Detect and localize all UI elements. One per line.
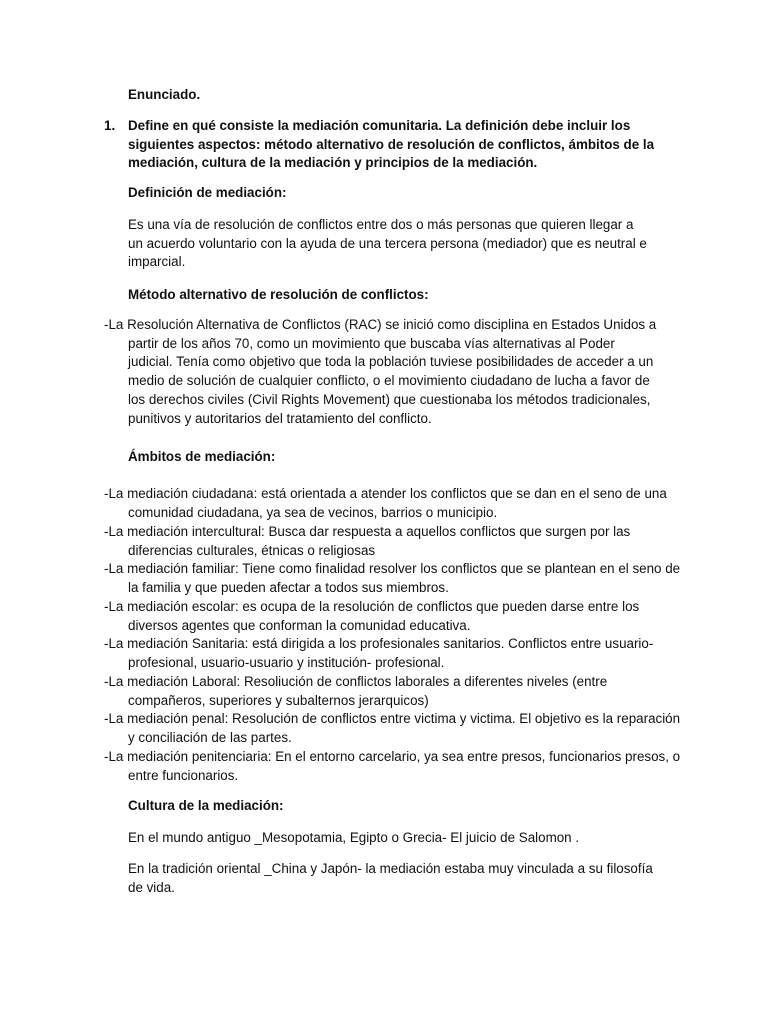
question-number: 1. [104, 118, 116, 133]
question-text: Define en qué consiste la mediación comunitaria. La definición debe incluir los siguientes aspectos: método alternativo de resolución de conflictos, ámbitos de la mediación, cultura de la mediación y principios de la mediación. [128, 118, 655, 171]
scope-item: -La mediación familiar: Tiene como finalidad resolver los conflictos que se plantean en el seno de la familia y que pueden afectar a todos sus miembros. [104, 561, 681, 595]
scope-item: -La mediación ciudadana: está orientada a atender los conflictos que se dan en el seno de una comunidad ciudadana, ya sea de vecinos, barrios o municipio. [104, 486, 667, 520]
scopes-title: Ámbitos de mediación: [128, 449, 276, 464]
scope-item: -La mediación Laboral: Resoliución de conflictos laborales a diferentes niveles (entre compañeros, superiores y subalternos jerarquicos) [104, 674, 608, 708]
culture-paragraph: En la tradición oriental _China y Japón- la mediación estaba muy vinculada a su filosofía de vida. [128, 861, 653, 895]
scope-item: -La mediación escolar: es ocupa de la resolución de conflictos que pueden darse entre los diversos agentes que conforman la comunidad educativa. [104, 599, 640, 633]
method-title: Método alternativo de resolución de conflictos: [128, 287, 429, 302]
scope-item: -La mediación intercultural: Busca dar respuesta a aquellos conflictos que surgen por las diferencias culturales, étnicas o religiosas [104, 524, 631, 558]
scope-item: -La mediación Sanitaria: está dirigida a los profesionales sanitarios. Conflictos entre usuario-profesional, usuario-usuario y institución- profesional. [104, 636, 654, 670]
culture-paragraph: En el mundo antiguo _Mesopotamia, Egipto o Grecia- El juicio de Salomon . [128, 830, 580, 845]
definition-text: Es una vía de resolución de conflictos entre dos o más personas que quieren llegar a un acuerdo voluntario con la ayuda de una tercera persona (mediador) que es neutral e imparcial. [128, 217, 647, 270]
definition-title: Definición de mediación: [128, 185, 287, 200]
method-text: -La Resolución Alternativa de Conflictos (RAC) se inició como disciplina en Estados Unidos a partir de los años 70, como un movimiento que buscaba vías alternativas al Poder judicial. Tenía como objetivo que toda la población tuviese posibilidades de acceder a un medio de solución de cualquier conflicto, o el movimiento ciudadano de lucha a favor de los derechos civiles (Civil Rights Movement) que cuestionaba los métodos tradicionales, punitivos y autoritarios del tratamiento del conflicto. [104, 317, 657, 426]
culture-title: Cultura de la mediación: [128, 798, 284, 813]
scope-item: -La mediación penal: Resolución de conflictos entre victima y victima. El objetivo es la reparación y conciliación de las partes. [104, 711, 681, 745]
heading: Enunciado. [128, 87, 201, 102]
scope-item: -La mediación penitenciaria: En el entorno carcelario, ya sea entre presos, funcionarios presos, o entre funcionarios. [104, 749, 681, 783]
